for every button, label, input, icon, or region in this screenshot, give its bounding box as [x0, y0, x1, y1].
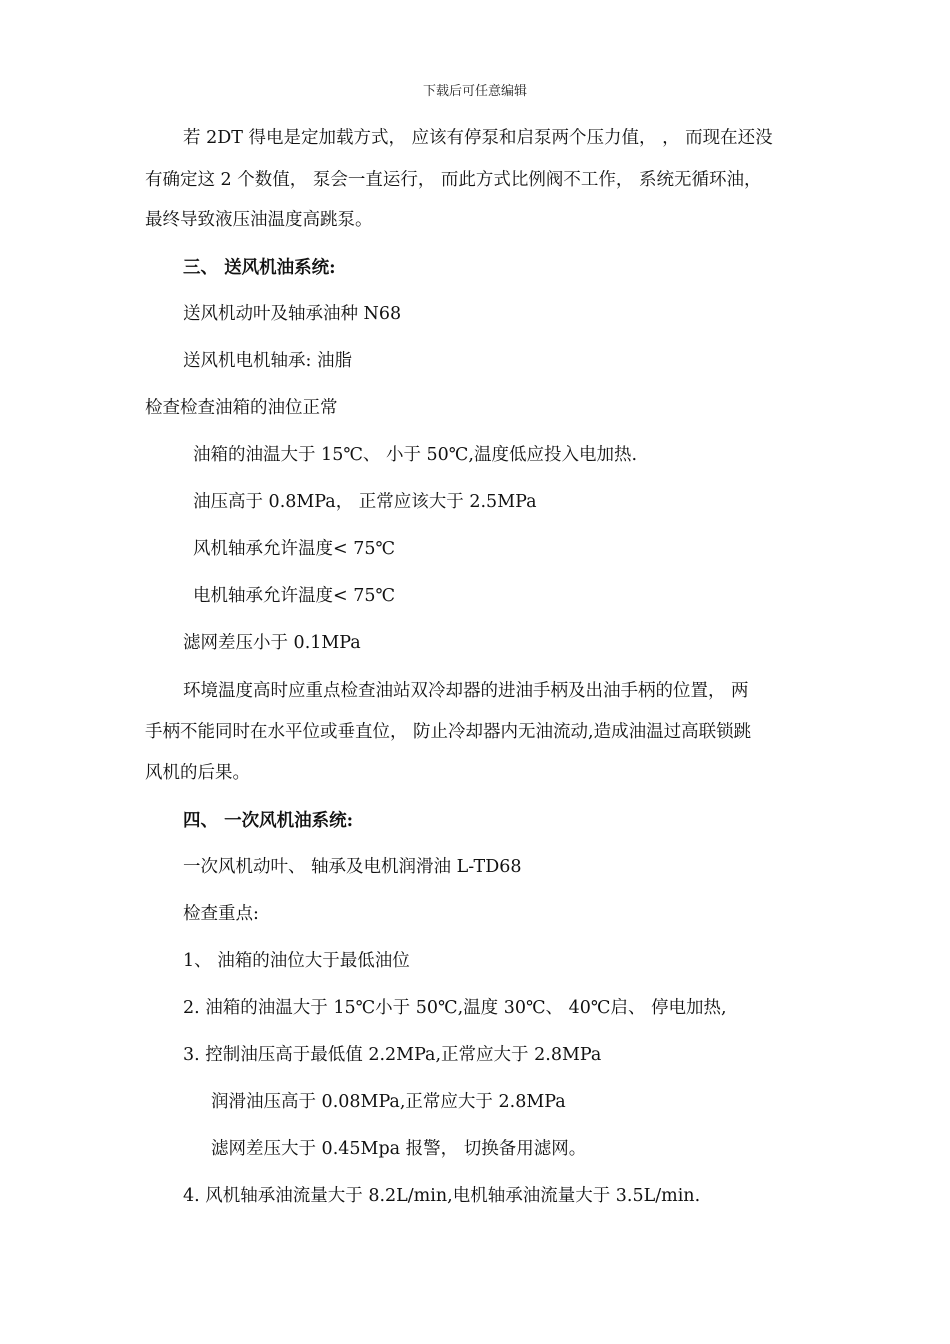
section-heading: 四、 一次风机油系统: — [183, 811, 354, 831]
paragraph-line: 风机的后果。 — [145, 763, 250, 783]
paragraph-line: 风机轴承允许温度< 75℃ — [193, 539, 396, 559]
paragraph-line: 有确定这 2 个数值， 泵会一直运行， 而此方式比例阀不工作， 系统无循环油， — [145, 170, 762, 190]
list-item: 1、 油箱的油位大于最低油位 — [183, 951, 410, 971]
paragraph-line: 环境温度高时应重点检查油站双冷却器的进油手柄及出油手柄的位置， 两 — [183, 681, 749, 701]
paragraph-line: 一次风机动叶、 轴承及电机润滑油 L-TD68 — [183, 857, 522, 877]
section-heading: 三、 送风机油系统: — [183, 258, 336, 278]
list-item: 3. 控制油压高于最低值 2.2MPa,正常应大于 2.8MPa — [183, 1045, 602, 1065]
list-item-continuation: 滤网差压大于 0.45Mpa 报警， 切换备用滤网。 — [211, 1139, 587, 1159]
paragraph-line: 若 2DT 得电是定加载方式， 应该有停泵和启泵两个压力值， ， 而现在还没 — [183, 128, 773, 148]
page-header: 下载后可任意编辑 — [422, 84, 527, 99]
list-item: 2. 油箱的油温大于 15℃小于 50℃,温度 30℃、 40℃启、 停电加热, — [183, 998, 727, 1018]
paragraph-line: 送风机动叶及轴承油种 N68 — [183, 304, 402, 324]
paragraph-line: 油压高于 0.8MPa， 正常应该大于 2.5MPa — [193, 492, 537, 512]
paragraph-line: 油箱的油温大于 15℃、 小于 50℃,温度低应投入电加热. — [193, 445, 638, 465]
paragraph-line: 最终导致液压油温度高跳泵。 — [145, 210, 373, 230]
paragraph-line: 手柄不能同时在水平位或垂直位， 防止冷却器内无油流动,造成油温过高联锁跳 — [145, 722, 752, 742]
paragraph-line: 电机轴承允许温度< 75℃ — [193, 586, 396, 606]
list-item: 4. 风机轴承油流量大于 8.2L/min,电机轴承油流量大于 3.5L/min. — [183, 1186, 701, 1206]
paragraph-line: 滤网差压小于 0.1MPa — [183, 633, 361, 653]
paragraph-line: 检查检查油箱的油位正常 — [145, 398, 338, 418]
paragraph-line: 送风机电机轴承: 油脂 — [183, 351, 352, 371]
list-item-continuation: 润滑油压高于 0.08MPa,正常应大于 2.8MPa — [211, 1092, 566, 1112]
paragraph-line: 检查重点: — [183, 904, 259, 924]
